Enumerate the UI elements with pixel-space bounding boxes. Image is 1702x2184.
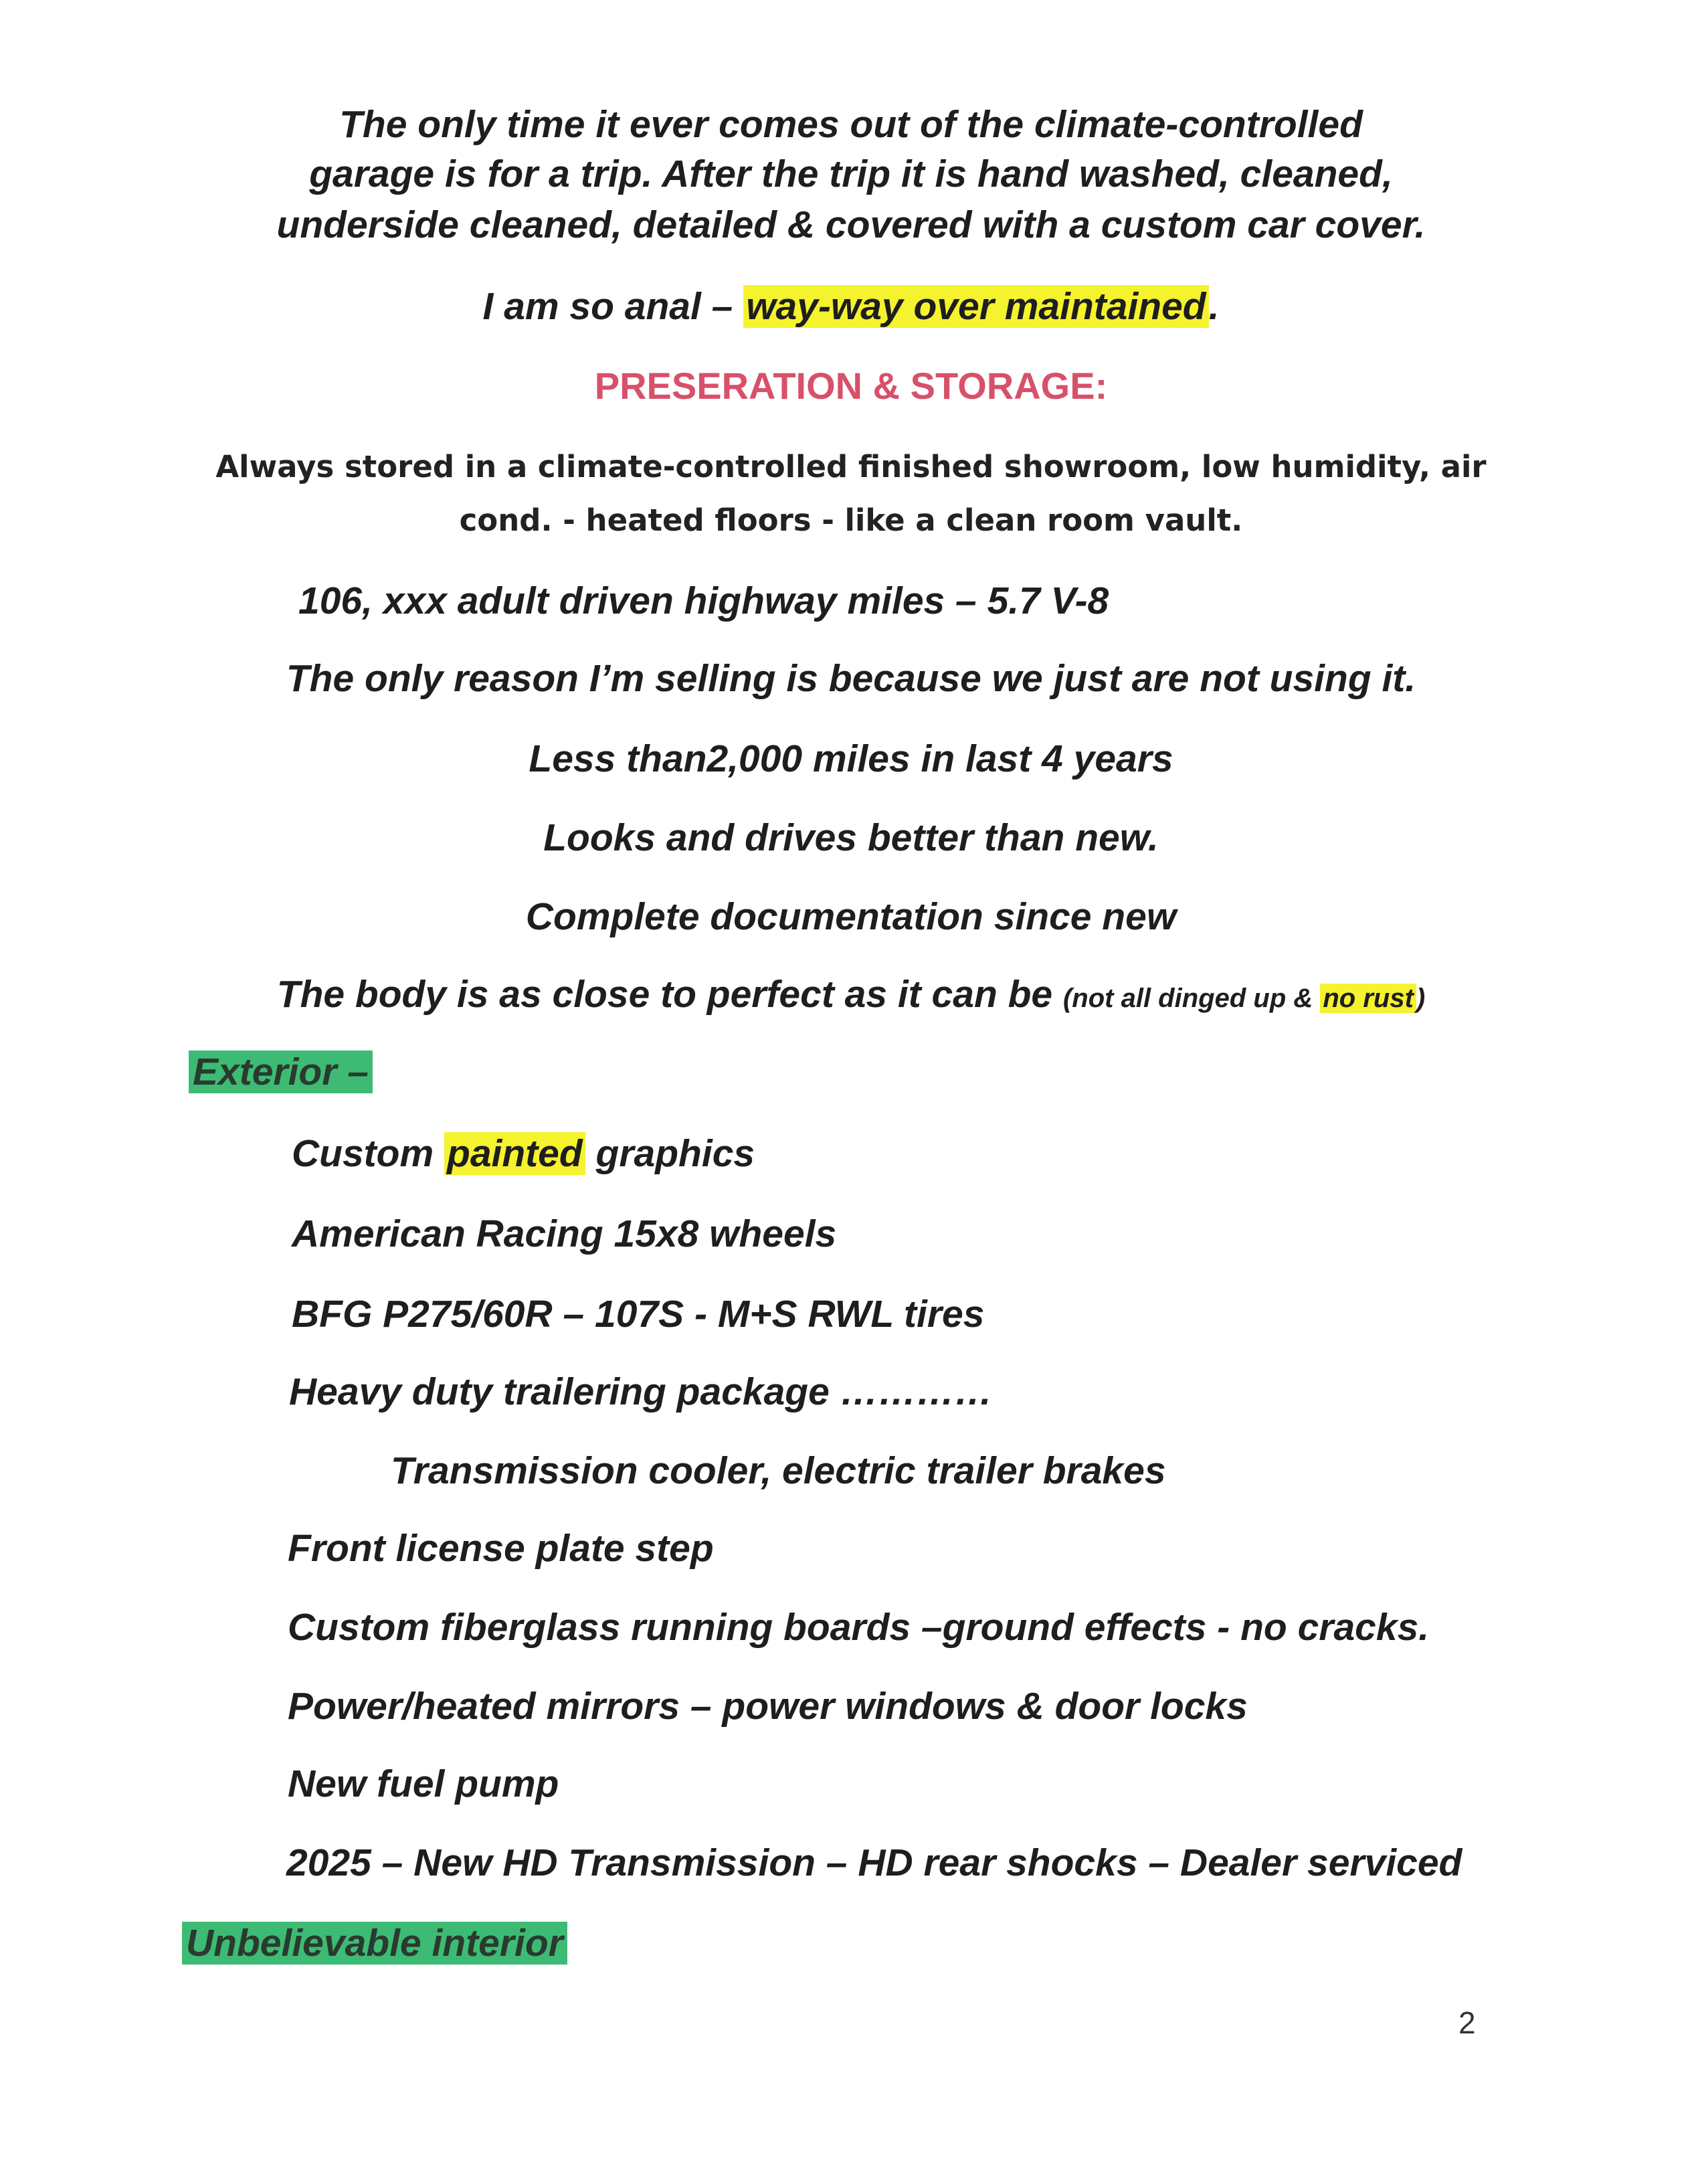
exterior-sub-item: Transmission cooler, electric trailer brakes: [391, 1449, 1166, 1492]
looks-line: Looks and drives better than new.: [543, 816, 1159, 859]
body-main-text: The body is as close to perfect as it can be: [276, 973, 1063, 1016]
exterior-heading: [189, 1048, 373, 1096]
interior-heading-highlight: Unbelievable interior: [182, 1922, 567, 1965]
body-line: [0, 970, 1702, 1022]
documentation-line: Complete documentation since new: [525, 895, 1177, 938]
miles-line: 106, xxx adult driven highway miles – 5.7 V-8: [298, 579, 1109, 622]
storage-heading: PRESERATION & STORAGE:: [594, 365, 1108, 407]
no-rust-highlight: no rust: [1320, 984, 1416, 1013]
exterior-item: Front license plate step: [288, 1527, 714, 1570]
interior-heading: [182, 1919, 567, 1967]
recent-miles-line: Less than2,000 miles in last 4 years: [529, 737, 1173, 780]
exterior-item-graphics: [292, 1129, 755, 1178]
page-number: 2: [1458, 2005, 1476, 2040]
exterior-item: 2025 – New HD Transmission – HD rear shocks – Dealer serviced: [286, 1841, 1462, 1884]
exterior-item: Custom fiberglass running boards –ground effects - no cracks.: [288, 1606, 1430, 1649]
intro-line-1: The only time it ever comes out of the climate-controlled: [339, 103, 1363, 146]
anal-line: [0, 282, 1702, 331]
exterior-item: BFG P275/60R – 107S - M+S RWL tires: [292, 1293, 985, 1336]
body-note-prefix: (not all dinged up &: [1062, 984, 1321, 1013]
exterior-heading-highlight: Exterior –: [189, 1051, 373, 1093]
anal-line-suffix: .: [1208, 285, 1220, 328]
storage-text-line-1: Always stored in a climate-controlled finished showroom, low humidity, air: [215, 449, 1487, 484]
graphics-suffix: graphics: [585, 1132, 755, 1175]
exterior-item: Power/heated mirrors – power windows & door locks: [288, 1685, 1248, 1728]
painted-highlight: painted: [444, 1132, 585, 1175]
intro-line-2: garage is for a trip. After the trip it is hand washed, cleaned,: [309, 153, 1393, 195]
reason-line: The only reason I’m selling is because we just are not using it.: [286, 657, 1416, 700]
intro-line-3: underside cleaned, detailed & covered with a custom car cover.: [276, 203, 1426, 246]
exterior-item: American Racing 15x8 wheels: [292, 1212, 837, 1255]
body-note-suffix: ): [1416, 984, 1426, 1013]
graphics-prefix: Custom: [292, 1132, 444, 1175]
over-maintained-highlight: way-way over maintained: [743, 285, 1208, 328]
storage-text-line-2: cond. - heated floors - like a clean room vault.: [459, 503, 1243, 538]
anal-line-prefix: I am so anal –: [482, 285, 744, 328]
exterior-item: New fuel pump: [288, 1762, 559, 1805]
exterior-item: Heavy duty trailering package …………: [289, 1370, 993, 1413]
